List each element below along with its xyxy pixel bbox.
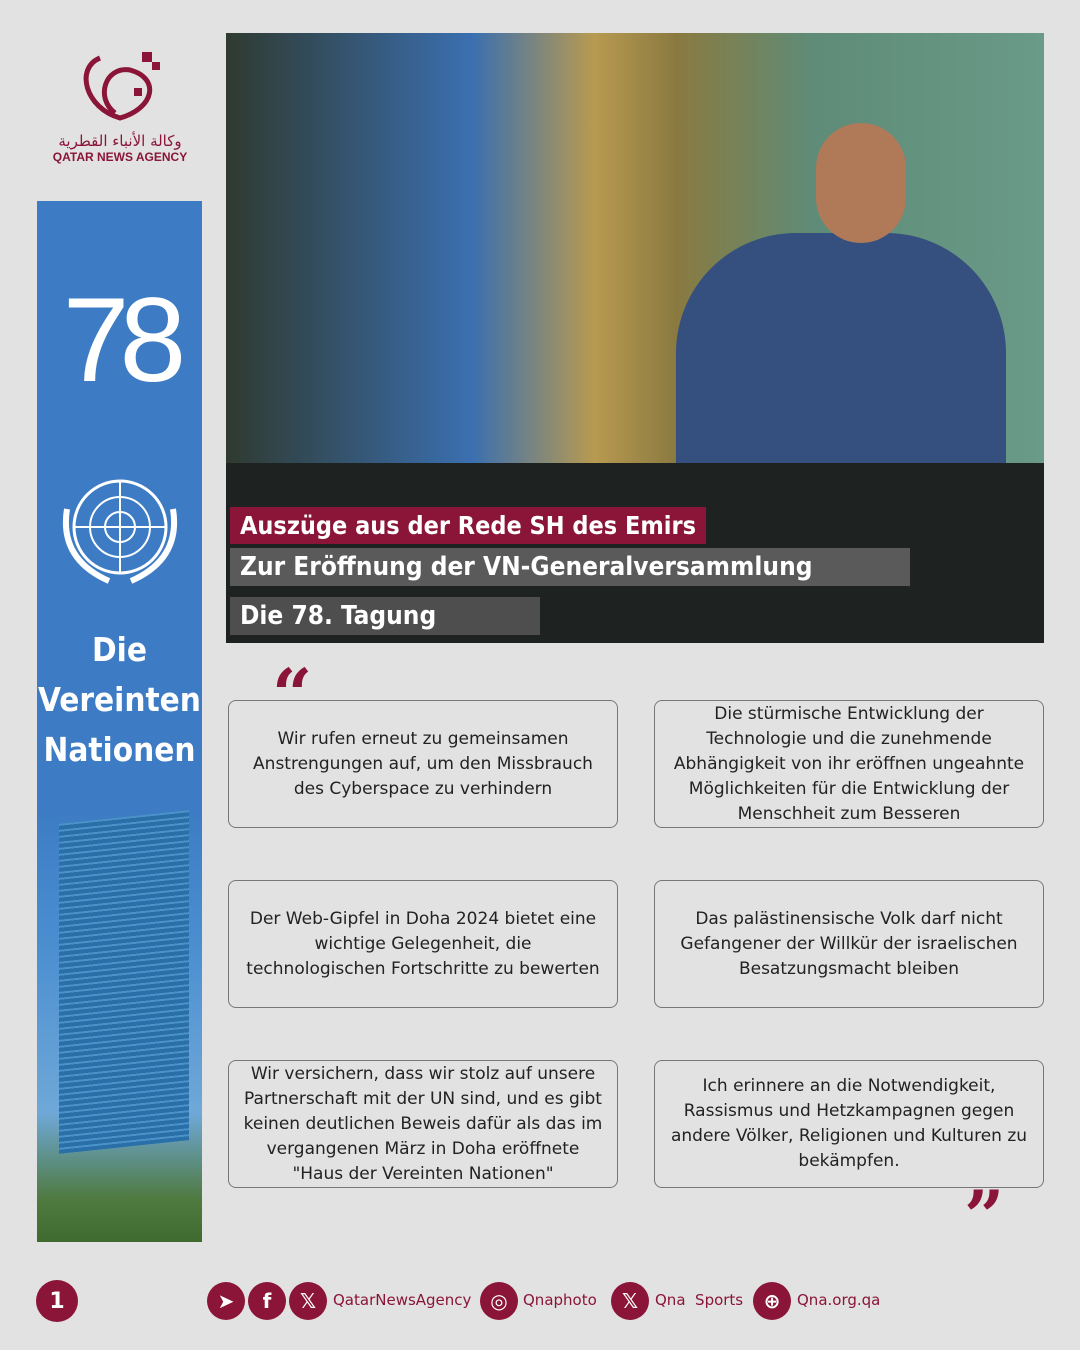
- quote-box: Wir versichern, dass wir stolz auf unsere Partnerschaft mit der UN sind, und es gibt keinen deutlichen Beweis dafür als das im vergangenen März in Doha eröffnete "Haus der Vereinten Nationen": [228, 1060, 618, 1188]
- un-name-line: Vereinten: [38, 680, 201, 719]
- session-number: 78: [62, 273, 177, 407]
- quote-box: Die stürmische Entwicklung der Technologie und die zunehmende Abhängigkeit von ihr eröffnen ungeahnte Möglichkeiten für die Entwicklung der Menschheit zum Besseren: [654, 700, 1044, 828]
- caption-subtitle: Zur Eröffnung der VN-Generalversammlung: [230, 548, 910, 586]
- sidebar-banner: [37, 201, 202, 1242]
- page-number: 1: [36, 1280, 78, 1322]
- quote-box: Der Web-Gipfel in Doha 2024 bietet eine wichtige Gelegenheit, die technologischen Fortschritte zu bewerten: [228, 880, 618, 1008]
- instagram-icon[interactable]: ◎: [480, 1282, 518, 1320]
- un-name-line: Nationen: [43, 730, 196, 769]
- qna-emblem-icon: [70, 48, 170, 128]
- telegram-icon[interactable]: ➤: [207, 1282, 245, 1320]
- facebook-icon[interactable]: f: [248, 1282, 286, 1320]
- brand-arabic: وكالة الأنباء القطرية: [58, 132, 182, 150]
- un-name: [37, 625, 202, 775]
- un-name-line: Die: [92, 630, 147, 669]
- footer: [0, 1280, 1080, 1322]
- open-quote-icon: “: [272, 653, 313, 736]
- x-icon[interactable]: 𝕏: [289, 1282, 327, 1320]
- globe-icon[interactable]: ⊕: [753, 1282, 791, 1320]
- quote-box: Ich erinnere an die Notwendigkeit, Rassismus und Hetzkampagnen gegen andere Völker, Religionen und Kulturen zu bekämpfen.: [654, 1060, 1044, 1188]
- qna-logo: [40, 48, 200, 164]
- caption-session: Die 78. Tagung: [230, 597, 540, 635]
- un-emblem-icon: [49, 469, 191, 589]
- caption-title: Auszüge aus der Rede SH des Emirs: [230, 507, 706, 544]
- x-icon[interactable]: 𝕏: [611, 1282, 649, 1320]
- un-headquarters-image: [37, 812, 202, 1242]
- quote-box: Das palästinensische Volk darf nicht Gefangener der Willkür der israelischen Besatzungsmacht bleiben: [654, 880, 1044, 1008]
- quote-box: Wir rufen erneut zu gemeinsamen Anstrengungen auf, um den Missbrauch des Cyberspace zu verhindern: [228, 700, 618, 828]
- website-link[interactable]: Qna.org.qa: [797, 1291, 881, 1309]
- social-handle-qatarnewsagency[interactable]: QatarNewsAgency: [333, 1291, 472, 1309]
- social-handle-qna-sports[interactable]: Qna Sports: [655, 1291, 744, 1309]
- brand-english: QATAR NEWS AGENCY: [52, 150, 188, 164]
- close-quote-icon: ”: [964, 1175, 1005, 1258]
- social-handle-qnaphoto[interactable]: Qnaphoto: [523, 1291, 597, 1309]
